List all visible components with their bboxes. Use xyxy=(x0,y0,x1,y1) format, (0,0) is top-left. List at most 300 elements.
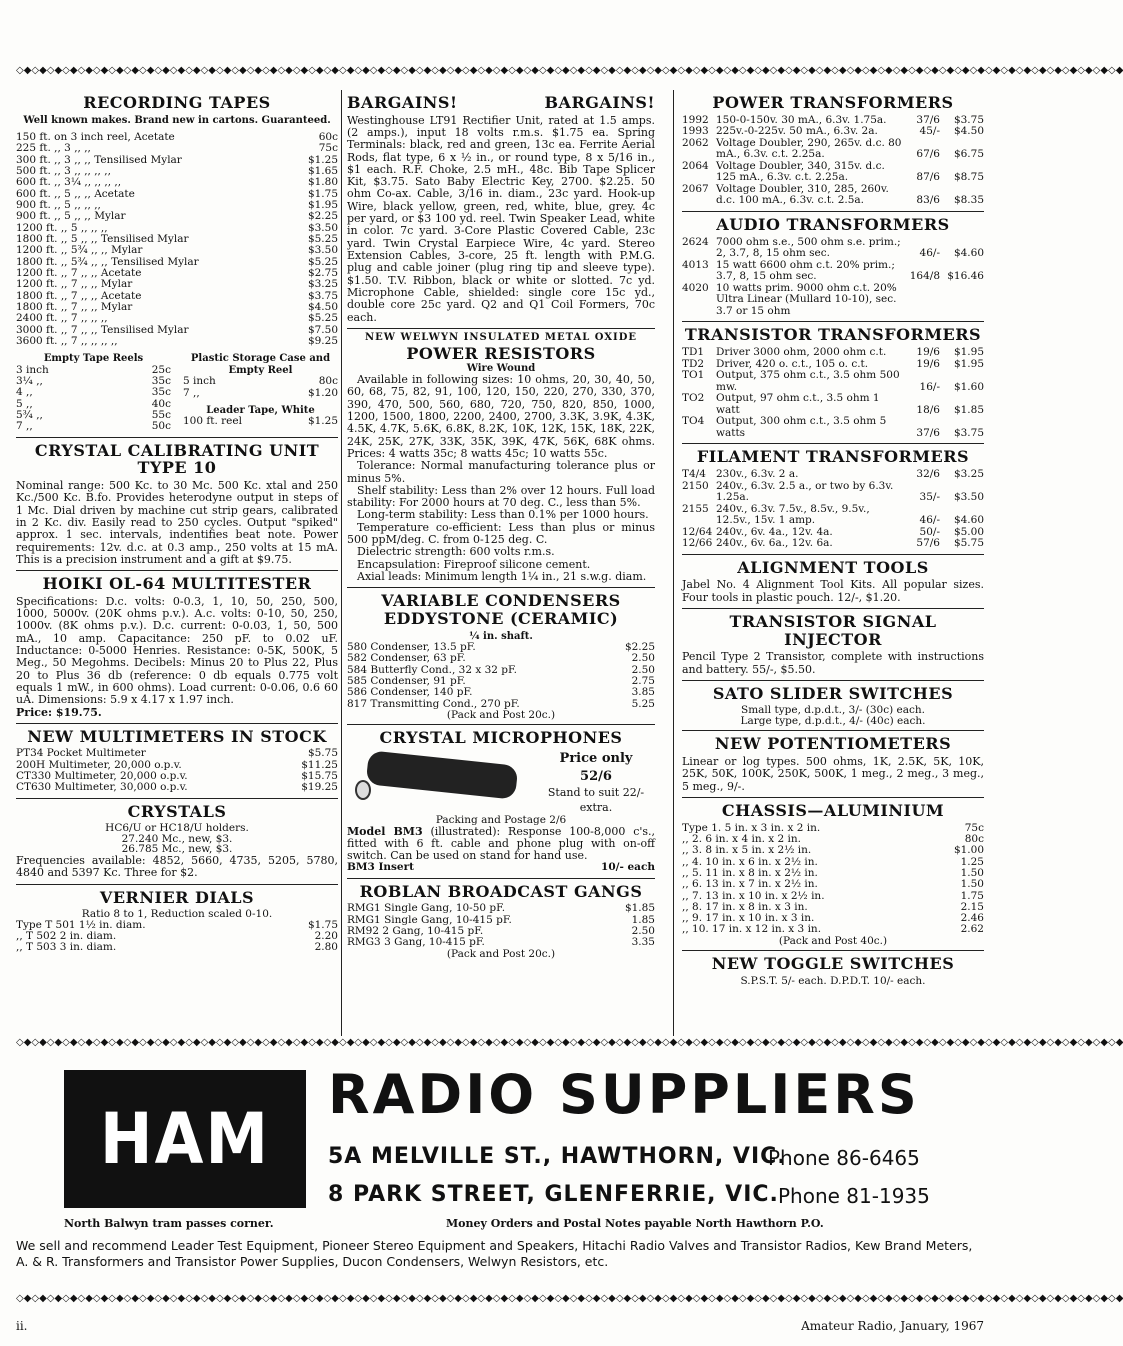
list-item xyxy=(682,469,984,481)
item-label: RMG1 Single Gang, 10-415 pF. xyxy=(347,913,512,926)
leader-price: $1.25 xyxy=(307,415,338,428)
item-price: $3.50 xyxy=(307,244,338,257)
item-price: $4.60 xyxy=(953,247,984,260)
item-price: 55c xyxy=(151,409,171,422)
item-code: TO2 xyxy=(682,392,705,405)
item-price: $1.85 xyxy=(624,902,655,915)
resistors-p7: Encapsulation: Fireproof silicone cement. xyxy=(357,557,591,571)
item-label: 4 ,, xyxy=(16,386,33,399)
column-middle xyxy=(347,90,655,967)
hoiki-price: Price: $19.75. xyxy=(16,705,102,719)
resistors-p3: Shelf stability: Less than 2% over 12 hours. Full load stability: For 2000 hours at 70 deg. C., less than 5%. xyxy=(347,483,655,510)
mic-insert-price: 10/- each xyxy=(601,861,655,874)
list-item xyxy=(682,260,984,283)
crystals-text: Frequencies available: 4852, 5660, 4735, 5205, 5780, 4840 and 5397 Kc. Three for $2. xyxy=(16,853,338,880)
item-label: CT630 Multimeter, 30,000 o.p.v. xyxy=(16,781,188,794)
page-footer xyxy=(16,1320,984,1332)
ham-logo: HAM xyxy=(64,1070,306,1208)
list-item xyxy=(347,937,655,948)
hoiki-section xyxy=(16,575,338,724)
item-code: 4020 xyxy=(682,281,709,294)
list-item xyxy=(682,504,984,527)
list-item xyxy=(16,279,338,290)
item-price-sterling: 35/- xyxy=(919,491,940,504)
reels-list xyxy=(16,365,171,433)
item-label: 900 ft. ,, 5 ,, ,, Mylar xyxy=(16,210,126,223)
roblan-list xyxy=(347,903,655,948)
item-label: 150 ft. on 3 inch reel, Acetate xyxy=(16,131,175,144)
item-label: RMG3 3 Gang, 10-415 pF. xyxy=(347,936,485,949)
resistors-p4: Long-term stability: Less than 0.1% per 1000 hours. xyxy=(357,508,649,522)
microphone-image xyxy=(347,750,537,812)
item-label: 585 Condenser, 91 pF. xyxy=(347,674,466,687)
item-price: $1.85 xyxy=(953,403,984,416)
item-price: $3.75 xyxy=(953,426,984,439)
list-item xyxy=(16,782,338,793)
list-item xyxy=(16,942,338,953)
item-code: 2624 xyxy=(682,235,709,248)
resistors-p6: Dielectric strength: 600 volts r.m.s. xyxy=(357,545,555,559)
list-item xyxy=(347,653,655,664)
chassis-list xyxy=(682,823,984,936)
item-label: ,, 8. 17 in. x 8 in. x 3 in. xyxy=(682,900,808,913)
item-code: TD1 xyxy=(682,345,705,358)
mic-price-label: Price only xyxy=(559,751,633,767)
item-desc: Driver 3000 ohm, 2000 ohm c.t. xyxy=(716,345,887,358)
item-desc: 7000 ohm s.e., 500 ohm s.e. prim.; 2, 3.7, 8, 15 ohm sec. xyxy=(716,235,901,260)
resistors-title: POWER RESISTORS xyxy=(406,343,596,363)
item-price: 50c xyxy=(151,420,171,433)
alignment-text: Jabel No. 4 Alignment Tool Kits. All popular sizes. Four tools in plastic pouch. 12/-, $1.20. xyxy=(682,578,984,604)
item-desc: Output, 375 ohm c.t., 3.5 ohm 500 mw. xyxy=(716,369,900,393)
item-price: $1.75 xyxy=(307,187,338,200)
recording-tapes-sub: Well known makes. Brand new in cartons. Guaranteed. xyxy=(23,114,331,126)
item-price-sterling: 32/6 xyxy=(916,467,940,480)
roblan-title: ROBLAN BROADCAST GANGS xyxy=(359,881,643,901)
item-code: TO4 xyxy=(682,415,705,428)
item-price: 2.75 xyxy=(631,674,655,687)
vernier-title: VERNIER DIALS xyxy=(99,887,255,907)
page-number: ii. xyxy=(16,1319,28,1333)
item-price: $11.25 xyxy=(301,758,338,771)
item-price: 75c xyxy=(318,142,338,155)
item-price-sterling: 37/6 xyxy=(916,426,940,439)
transistor-tx-title: TRANSISTOR TRANSFORMERS xyxy=(684,325,982,345)
item-code: 4013 xyxy=(682,258,709,271)
resistors-p1: Available in following sizes: 10 ohms, 20, 30, 40, 50, 60, 68, 75, 82, 91, 100, 120, 150, 220, 270, 330, 370, 390, 470, 500, 560, 680, 720, 750, 820, 850, 1000, 1200, 1500, 1800, 2200, 2400, 2700, 3.3K, 3.9K, 4.3K, 4.5K, 4.7K, 5.6K, 6.8K, 8.2K, 10K, 12K, 15K, 18K, 22K, 24K, 25K, 27K, 33K, 35K, 39K, 47K, 56K, 68K ohms. Prices: 4 watts 35c; 8 watts 45c; 10 watts 55c. xyxy=(347,373,655,460)
item-price: 25c xyxy=(151,363,171,376)
item-desc: 10 watts prim. 9000 ohm c.t. 20% Ultra Linear (Mullard 10-10), sec. 3.7 or 15 ohm xyxy=(716,281,897,317)
ham-address-2: 8 PARK STREET, GLENFERRIE, VIC. xyxy=(328,1182,779,1207)
item-price: 1.75 xyxy=(960,889,984,902)
injector-section xyxy=(682,613,984,681)
item-label: PT34 Pocket Multimeter xyxy=(16,747,146,760)
chassis-title: CHASSIS—ALUMINIUM xyxy=(721,800,945,820)
item-price-sterling: 18/6 xyxy=(916,403,940,416)
list-item xyxy=(682,416,984,439)
chassis-section xyxy=(682,802,984,951)
item-price-sterling: 46/- xyxy=(919,247,940,260)
item-label: Type 1. 5 in. x 3 in. x 2 in. xyxy=(682,821,821,834)
item-label: ,, 3. 8 in. x 5 in. x 2½ in. xyxy=(682,844,812,857)
item-desc: Driver, 420 o. c.t., 105 o. c.t. xyxy=(716,357,869,370)
item-price: 40c xyxy=(151,397,171,410)
chassis-foot: (Pack and Post 40c.) xyxy=(778,934,888,947)
item-label: 7 ,, xyxy=(16,420,33,433)
item-code: 12/64 xyxy=(682,525,713,538)
item-label: 3600 ft. ,, 7 ,, ,, ,, ,, xyxy=(16,335,118,347)
item-price: $3.75 xyxy=(307,289,338,302)
audio-tx-title: AUDIO TRANSFORMERS xyxy=(716,214,950,234)
item-price: 2.50 xyxy=(631,652,655,665)
resistors-p5: Temperature co-efficient: Less than plus or minus 500 ppM/deg. C. from 0-125 deg. C. xyxy=(347,520,655,547)
list-item xyxy=(682,538,984,550)
top-border: ◇◆◇◆◇◆◇◆◇◆◇◆◇◆◇◆◇◆◇◆◇◆◇◆◇◆◇◆◇◆◇◆◇◆◇◆◇◆◇◆◇◆◇◆◇◆◇◆◇◆◇◆◇◆◇◆◇◆◇◆◇◆◇◆◇◆◇◆◇◆◇◆◇◆◇◆◇◆◇◆◇◆◇◆◇◆◇◆◇◆◇◆◇◆◇◆◇◆◇◆◇◆◇◆◇◆◇◆◇◆◇◆◇◆◇◆◇◆◇◆◇◆◇◆◇◆◇◆◇◆◇◆◇◆◇◆◇◆◇◆◇◆◇◆ xyxy=(16,65,1123,76)
item-price: $1.25 xyxy=(307,153,338,166)
item-label: 7 ,, xyxy=(183,386,200,399)
filament-tx-list xyxy=(682,469,984,550)
item-label: 500 ft. ,, 3 ,, ,, ,, ,, xyxy=(16,165,111,178)
item-label: ,, 6. 13 in. x 7 in. x 2½ in. xyxy=(682,878,818,891)
item-price: $1.20 xyxy=(307,386,338,399)
slider-section xyxy=(682,685,984,732)
item-price-sterling: 45/- xyxy=(919,125,940,138)
item-price: $9.25 xyxy=(307,335,338,347)
item-price-sterling: 83/6 xyxy=(916,194,940,207)
pots-title: NEW POTENTIOMETERS xyxy=(714,734,952,754)
list-item xyxy=(16,313,338,324)
resistors-p2: Tolerance: Normal manufacturing tolerance plus or minus 5%. xyxy=(347,459,655,485)
crystal-unit-title2: TYPE 10 xyxy=(137,458,217,478)
item-price: $1.00 xyxy=(953,844,984,857)
item-label: ,, 7. 13 in. x 10 in. x 2½ in. xyxy=(682,889,825,902)
item-code: 2064 xyxy=(682,159,709,172)
item-label: ,, T 503 3 in. diam. xyxy=(16,941,117,954)
item-price: $5.25 xyxy=(307,312,338,325)
item-price: $1.80 xyxy=(307,176,338,189)
crystals-title: CRYSTALS xyxy=(127,801,227,821)
item-price: 2.46 xyxy=(960,912,984,925)
alignment-section xyxy=(682,559,984,609)
list-item xyxy=(16,245,338,256)
list-item xyxy=(682,184,984,207)
power-tx-list xyxy=(682,115,984,207)
item-label: 5¾ ,, xyxy=(16,409,43,422)
condensers-list xyxy=(347,642,655,710)
item-desc: 240v., 6.3v. 2.5 a., or two by 6.3v. 1.25a. xyxy=(716,479,894,504)
ham-phone-2: Phone 81-1935 xyxy=(778,1184,930,1208)
bargains-section xyxy=(347,90,655,329)
item-code: TD2 xyxy=(682,357,705,370)
list-item xyxy=(682,283,984,318)
injector-text: Pencil Type 2 Transistor, complete with instructions and battery. 55/-, $5.50. xyxy=(682,650,984,676)
roblan-section xyxy=(347,883,655,963)
item-price: 60c xyxy=(318,131,338,144)
column-divider-2 xyxy=(673,90,674,1036)
ham-note-1: North Balwyn tram passes corner. xyxy=(64,1217,274,1230)
item-label: 5 ,, xyxy=(16,397,33,410)
item-price: $1.95 xyxy=(307,199,338,212)
item-price: $16.46 xyxy=(947,270,984,283)
list-item xyxy=(682,237,984,260)
condensers-title: VARIABLE CONDENSERS xyxy=(381,591,621,611)
case-title: Plastic Storage Case and Empty Reel xyxy=(190,353,331,376)
transistor-tx-list xyxy=(682,347,984,439)
ham-address-1: 5A MELVILLE ST., HAWTHORN, VIC. xyxy=(328,1144,787,1169)
pots-text: Linear or log types. 500 ohms, 1K, 2.5K, 5K, 10K, 25K, 50K, 100K, 250K, 500K, 1 meg., 2 meg., 3 meg., 5 meg., 9/-. xyxy=(682,755,984,793)
item-label: ,, 10. 17 in. x 12 in. x 3 in. xyxy=(682,923,822,936)
condensers-title2: EDDYSTONE (CERAMIC) xyxy=(383,608,619,628)
item-label: 225 ft. ,, 3 ,, ,, xyxy=(16,142,91,155)
item-label: 3 inch xyxy=(16,363,49,376)
item-price: $8.75 xyxy=(953,171,984,184)
item-label: 600 ft. ,, 3¼ ,, ,, ,, ,, xyxy=(16,176,122,189)
power-tx-section xyxy=(682,94,984,212)
item-price: $3.50 xyxy=(953,491,984,504)
item-price: $1.60 xyxy=(953,380,984,393)
item-code: 2155 xyxy=(682,502,709,515)
item-code: 2062 xyxy=(682,136,709,149)
item-price-sterling: 16/- xyxy=(919,380,940,393)
item-price: $5.00 xyxy=(953,525,984,538)
item-price: 35c xyxy=(151,375,171,388)
ham-footer-text: We sell and recommend Leader Test Equipment, Pioneer Stereo Equipment and Speakers, Hitachi Radio Valves and Transistor Radios, Kew Brand Meters, A. & R. Transformers and Transistor Power Supplies, Ducon Condensers, Welwyn Resistors, etc. xyxy=(16,1238,973,1270)
list-item xyxy=(16,376,171,387)
crystal-unit-text: Nominal range: 500 Kc. to 30 Mc. 500 Kc. xtal and 250 Kc./500 Kc. B.fo. Provides heterodyne output in steps of 1 Mc. Dial driven by machine cut strip gears, calibrated in 2 Kc. div. Easily read to 250 cycles. Output "spiked" approx. 1 sec. intervals, indentifies beat note. Power requirements: 12v. d.c. at 0.3 amp., 250 volts at 15 mA. This is a precision instrument and a gift at $9.75. xyxy=(16,478,338,566)
item-desc: Voltage Doubler, 290, 265v. d.c. 80 mA., 6.3v. c.t. 2.25a. xyxy=(716,136,902,161)
item-price: 2.50 xyxy=(631,663,655,676)
item-price: $1.65 xyxy=(307,165,338,178)
bargains-title-right: BARGAINS! xyxy=(544,93,655,112)
column-divider-1 xyxy=(341,90,342,1036)
toggle-section xyxy=(682,955,984,990)
audio-tx-section xyxy=(682,216,984,322)
item-price: 3.35 xyxy=(631,936,655,949)
item-price: 2.20 xyxy=(314,929,338,942)
item-price-sterling: 87/6 xyxy=(916,171,940,184)
crystals-sub: HC6/U or HC18/U holders. xyxy=(105,822,249,835)
item-price: 2.50 xyxy=(631,925,655,938)
item-label: ,, 4. 10 in. x 6 in. x 2½ in. xyxy=(682,855,818,868)
toggle-title: NEW TOGGLE SWITCHES xyxy=(711,954,955,974)
item-label: 1800 ft. ,, 7 ,, ,, Mylar xyxy=(16,301,133,314)
item-price: $3.25 xyxy=(953,467,984,480)
item-label: RMG1 Single Gang, 10-50 pF. xyxy=(347,902,506,915)
ham-title: RADIO SUPPLIERS xyxy=(328,1063,920,1126)
crystal-unit-title: CRYSTAL CALIBRATING UNIT xyxy=(34,440,320,460)
condensers-sub: ¼ in. shaft. xyxy=(469,630,533,642)
item-code: 1993 xyxy=(682,125,709,138)
list-item xyxy=(682,161,984,184)
list-item xyxy=(682,370,984,393)
item-label: 600 ft. ,, 5 ,, ,, Acetate xyxy=(16,187,135,200)
item-price: 5.25 xyxy=(631,697,655,710)
item-price: $3.50 xyxy=(307,221,338,234)
item-code: 1992 xyxy=(682,113,709,126)
item-price: $1.95 xyxy=(953,357,984,370)
item-label: 900 ft. ,, 5 ,, ,, ,, xyxy=(16,199,101,212)
item-price-sterling: 67/6 xyxy=(916,148,940,161)
resistors-pre: NEW WELWYN INSULATED METAL OXIDE xyxy=(364,331,637,343)
item-desc: 240v., 6v. 6a., 12v. 6a. xyxy=(716,537,833,550)
item-desc: 230v., 6.3v. 2 a. xyxy=(716,467,799,480)
vernier-section xyxy=(16,889,338,958)
list-item xyxy=(682,347,984,359)
list-item xyxy=(183,376,338,387)
item-desc: Voltage Doubler, 340, 315v. d.c. 125 mA., 6.3v. c.t. 2.25a. xyxy=(716,159,885,184)
item-price: $4.60 xyxy=(953,514,984,527)
item-code: 2150 xyxy=(682,479,709,492)
item-price-sterling: 164/8 xyxy=(909,270,940,283)
condensers-section xyxy=(347,592,655,725)
item-desc: 240v., 6.3v. 7.5v., 8.5v., 9.5v., 12.5v., 15v. 1 amp. xyxy=(716,502,870,527)
item-desc: 240v., 6v. 4a., 12v. 4a. xyxy=(716,525,833,538)
toggle-text: S.P.S.T. 5/- each. D.P.D.T. 10/- each. xyxy=(740,974,926,987)
item-price: $4.50 xyxy=(307,301,338,314)
item-label: CT330 Multimeter, 20,000 o.p.v. xyxy=(16,770,188,783)
list-item xyxy=(682,481,984,504)
mic-stand-text: Stand to suit 22/- extra. xyxy=(547,786,645,814)
audio-tx-list xyxy=(682,237,984,318)
item-label: 584 Butterfly Cond., 32 x 32 pF. xyxy=(347,663,518,676)
item-label: 1200 ft. ,, 7 ,, ,, Acetate xyxy=(16,267,142,280)
crystal-unit-section xyxy=(16,442,338,571)
mic-price: 52/6 xyxy=(580,769,612,785)
list-item xyxy=(682,393,984,416)
item-desc: 150-0-150v. 30 mA., 6.3v. 1.75a. xyxy=(716,113,887,126)
item-label: 300 ft. ,, 3 ,, ,, Tensilised Mylar xyxy=(16,153,182,166)
list-item xyxy=(16,421,171,432)
item-price: $4.50 xyxy=(953,125,984,138)
item-price: 80c xyxy=(964,832,984,845)
crystals-line1: 27.240 Mc., new, $3. xyxy=(121,832,233,845)
slider-line1: Small type, d.p.d.t., 3/- (30c) each. xyxy=(741,704,925,717)
filament-tx-title: FILAMENT TRANSFORMERS xyxy=(696,447,970,467)
item-label: 1800 ft. ,, 7 ,, ,, Acetate xyxy=(16,289,142,302)
mic-text: (illustrated): Response 100-8,000 c's., fitted with 6 ft. cable and phone plug with on-off switch. Can be used on stand for hand use. xyxy=(347,824,656,863)
column-right xyxy=(682,90,984,994)
list-item xyxy=(16,387,171,398)
vernier-sub: Ratio 8 to 1, Reduction scaled 0-10. xyxy=(81,908,273,921)
ham-phone-1: Phone 86-6465 xyxy=(768,1146,920,1170)
item-label: ,, 9. 17 in. x 10 in. x 3 in. xyxy=(682,912,815,925)
reels-title: Empty Tape Reels xyxy=(43,353,144,365)
list-item xyxy=(682,845,984,856)
item-price-sterling: 37/6 xyxy=(916,113,940,126)
item-price: $1.75 xyxy=(307,918,338,931)
multimeters-section xyxy=(16,728,338,799)
item-price-sterling: 19/6 xyxy=(916,345,940,358)
item-price: 3.85 xyxy=(631,686,655,699)
item-price: $5.75 xyxy=(307,747,338,760)
recording-tapes-list xyxy=(16,132,338,347)
item-label: 200H Multimeter, 20,000 o.p.v. xyxy=(16,758,182,771)
transistor-tx-section xyxy=(682,326,984,444)
bargains-title-left: BARGAINS! xyxy=(347,93,458,112)
item-price: 1.85 xyxy=(631,913,655,926)
recording-tapes-title: RECORDING TAPES xyxy=(83,93,271,112)
item-price-sterling: 19/6 xyxy=(916,357,940,370)
roblan-foot: (Pack and Post 20c.) xyxy=(446,947,556,960)
item-label: RM92 2 Gang, 10-415 pF. xyxy=(347,925,484,938)
list-item xyxy=(16,410,171,421)
item-price: $3.25 xyxy=(307,278,338,291)
item-price: $1.95 xyxy=(953,345,984,358)
slider-line2: Large type, d.p.d.t., 4/- (40c) each. xyxy=(740,714,926,727)
item-label: ,, 5. 11 in. x 8 in. x 2½ in. xyxy=(682,866,818,879)
item-desc: Output, 97 ohm c.t., 3.5 ohm 1 watt xyxy=(716,392,880,416)
item-price-sterling: 46/- xyxy=(919,514,940,527)
item-label: 3¼ ,, xyxy=(16,375,43,388)
item-price: 2.15 xyxy=(960,900,984,913)
item-label: 1800 ft. ,, 5 ,, ,, Tensilised Mylar xyxy=(16,233,189,246)
journal-name: Amateur Radio, January, 1967 xyxy=(801,1319,984,1333)
crystals-section xyxy=(16,803,338,885)
mid-border: ◇◆◇◆◇◆◇◆◇◆◇◆◇◆◇◆◇◆◇◆◇◆◇◆◇◆◇◆◇◆◇◆◇◆◇◆◇◆◇◆◇◆◇◆◇◆◇◆◇◆◇◆◇◆◇◆◇◆◇◆◇◆◇◆◇◆◇◆◇◆◇◆◇◆◇◆◇◆◇◆◇◆◇◆◇◆◇◆◇◆◇◆◇◆◇◆◇◆◇◆◇◆◇◆◇◆◇◆◇◆◇◆◇◆◇◆◇◆◇◆◇◆◇◆◇◆◇◆◇◆◇◆◇◆◇◆◇◆◇◆◇◆◇◆ xyxy=(16,1037,1123,1048)
ham-note-2: Money Orders and Postal Notes payable North Hawthorn P.O. xyxy=(446,1217,824,1230)
microphones-title: CRYSTAL MICROPHONES xyxy=(379,728,623,748)
item-desc: Voltage Doubler, 310, 285, 260v. d.c. 100 mA., 6.3v. c.t. 2.5a. xyxy=(716,182,889,207)
item-label: 5 inch xyxy=(183,375,216,388)
item-price: $8.35 xyxy=(953,194,984,207)
mic-insert-label: BM3 Insert xyxy=(347,861,414,874)
list-item xyxy=(682,126,984,138)
item-price: 1.50 xyxy=(960,866,984,879)
item-label: Type T 501 1½ in. diam. xyxy=(16,918,146,931)
item-label: 1200 ft. ,, 7 ,, ,, Mylar xyxy=(16,278,133,291)
resistors-sub: Wire Wound xyxy=(466,362,536,374)
mic-model: Model BM3 xyxy=(347,824,423,838)
item-price: $15.75 xyxy=(301,770,338,783)
item-code: 2067 xyxy=(682,182,709,195)
item-price: $5.25 xyxy=(307,233,338,246)
list-item xyxy=(347,687,655,698)
mic-packing: Packing and Postage 2/6 xyxy=(435,814,567,827)
item-label: ,, T 502 2 in. diam. xyxy=(16,929,117,942)
slider-title: SATO SLIDER SWITCHES xyxy=(712,683,954,703)
hoiki-text: Specifications: D.c. volts: 0-0.3, 1, 10, 50, 250, 500, 1000, 5000v. (20K ohms p.v.). A.c. volts: 0-10, 50, 250, 1000v. (8K ohms p.v.). D.c. current: 0-0.03, 1, 50, 500 mA., 10 amp. Capacitance: 250 pF. to 0.02 uF. Inductance: 0-5000 Henries. Resistance: 0-5K, 500K, 5 Meg., 50 Megohms. Decibels: Minus 20 to Plus 22, Plus 20 to Plus 36 db (reference: 0 db equals 0.775 volt equals 1 mW., in 600 ohms). Load current: 0-0.06, 0.6 60 uA. Dimensions: 5.9 x 4.17 x 1.97 inch. xyxy=(16,594,338,707)
item-price: $6.75 xyxy=(953,148,984,161)
condensers-foot: (Pack and Post 20c.) xyxy=(446,708,556,721)
filament-tx-section xyxy=(682,448,984,554)
item-price: 2.80 xyxy=(314,941,338,954)
item-price: $2.75 xyxy=(307,267,338,280)
bottom-border: ◇◆◇◆◇◆◇◆◇◆◇◆◇◆◇◆◇◆◇◆◇◆◇◆◇◆◇◆◇◆◇◆◇◆◇◆◇◆◇◆◇◆◇◆◇◆◇◆◇◆◇◆◇◆◇◆◇◆◇◆◇◆◇◆◇◆◇◆◇◆◇◆◇◆◇◆◇◆◇◆◇◆◇◆◇◆◇◆◇◆◇◆◇◆◇◆◇◆◇◆◇◆◇◆◇◆◇◆◇◆◇◆◇◆◇◆◇◆◇◆◇◆◇◆◇◆◇◆◇◆◇◆◇◆◇◆◇◆◇◆◇◆◇◆ xyxy=(16,1293,1123,1304)
item-desc: Output, 300 ohm c.t., 3.5 ohm 5 watts xyxy=(716,415,887,439)
item-label: 3000 ft. ,, 7 ,, ,, Tensilised Mylar xyxy=(16,323,189,336)
item-label: 582 Condenser, 63 pF. xyxy=(347,652,466,665)
microphones-section xyxy=(347,729,655,878)
item-label: 586 Condenser, 140 pF. xyxy=(347,686,473,699)
multimeters-title: NEW MULTIMETERS IN STOCK xyxy=(27,726,327,746)
item-price-sterling: 57/6 xyxy=(916,537,940,550)
item-price: $7.50 xyxy=(307,323,338,336)
item-label: 1800 ft. ,, 5¾ ,, ,, Tensilised Mylar xyxy=(16,255,199,268)
item-price: 2.62 xyxy=(960,923,984,936)
item-code: TO1 xyxy=(682,369,705,382)
injector-title2: INJECTOR xyxy=(784,629,882,649)
power-tx-title: POWER TRANSFORMERS xyxy=(712,93,954,112)
item-price: 75c xyxy=(964,821,984,834)
item-price: $19.25 xyxy=(301,781,338,794)
item-price: 80c xyxy=(318,375,338,388)
injector-title: TRANSISTOR SIGNAL xyxy=(729,612,937,631)
item-price: 1.50 xyxy=(960,878,984,891)
multimeters-list xyxy=(16,748,338,793)
hoiki-title: HOIKI OL-64 MULTITESTER xyxy=(42,574,312,594)
item-label: ,, 2. 6 in. x 4 in. x 2 in. xyxy=(682,832,801,845)
item-price: $5.75 xyxy=(953,537,984,550)
